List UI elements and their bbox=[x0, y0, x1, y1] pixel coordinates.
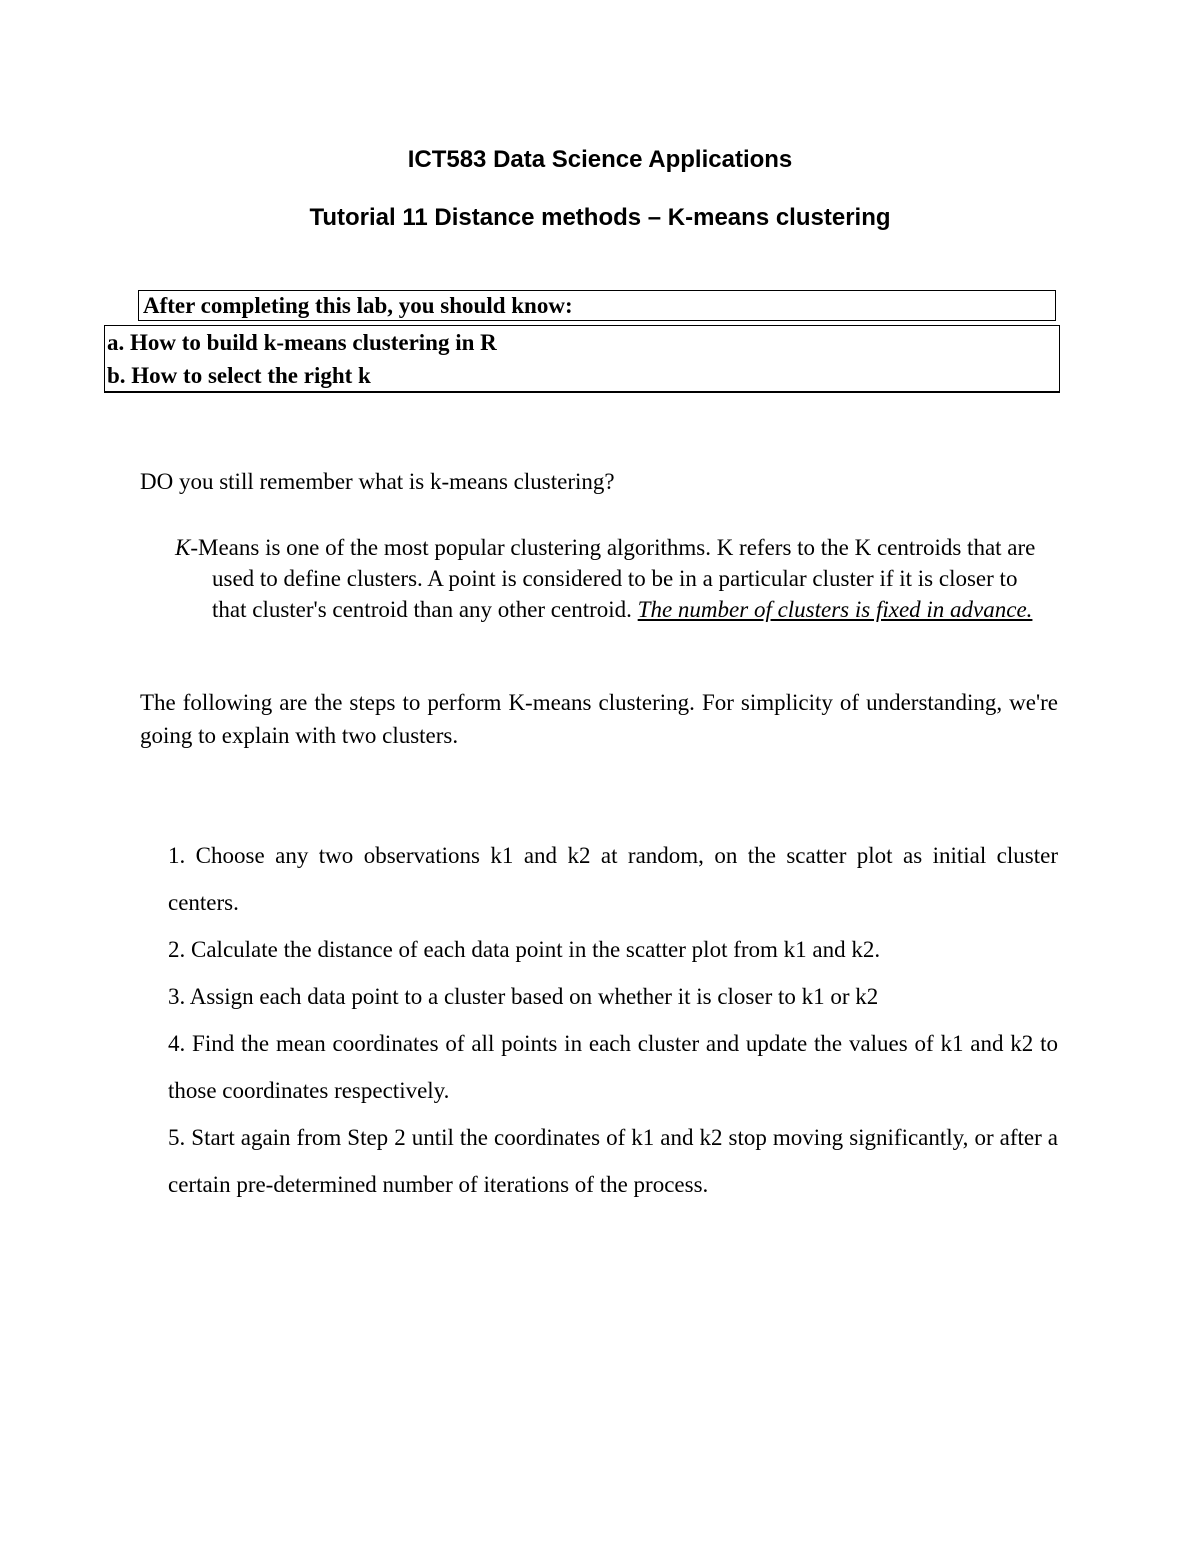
step-item: 3. Assign each data point to a cluster based on whether it is closer to k1 or k2 bbox=[168, 984, 879, 1009]
kmeans-definition bbox=[175, 532, 1042, 625]
objectives-list bbox=[104, 325, 1060, 393]
document-title: ICT583 Data Science Applications bbox=[407, 146, 793, 173]
objectives-heading: After completing this lab, you should know: bbox=[138, 290, 1056, 321]
definition-emphasis: The number of clusters is fixed in advance. bbox=[637, 597, 1033, 622]
steps-list bbox=[168, 832, 1058, 1208]
step-item: 1. Choose any two observations k1 and k2 at random, on the scatter plot as initial cluster centers. bbox=[168, 843, 1058, 915]
step-item: 2. Calculate the distance of each data point in the scatter plot from k1 and k2. bbox=[168, 937, 881, 962]
steps-intro: The following are the steps to perform K-means clustering. For simplicity of understanding, we're going to explain with two clusters. bbox=[140, 690, 1058, 748]
definition-k-letter: K bbox=[175, 535, 191, 560]
definition-text: -Means is one of the most popular clustering algorithms. K refers to the K centroids that are used to define clusters. A point is considered to be in a particular cluster if it is closer to that cluster's centroid than any other centroid. bbox=[190, 535, 1036, 622]
objective-item: a. How to build k-means clustering in R bbox=[107, 330, 497, 355]
step-item: 4. Find the mean coordinates of all points in each cluster and update the values of k1 and k2 to those coordinates respectively. bbox=[168, 1031, 1058, 1103]
document-subtitle: Tutorial 11 Distance methods – K-means clustering bbox=[309, 204, 891, 231]
step-item: 5. Start again from Step 2 until the coordinates of k1 and k2 stop moving significantly, or after a certain pre-determined number of iterations of the process. bbox=[168, 1125, 1058, 1197]
objective-item: b. How to select the right k bbox=[107, 363, 371, 388]
intro-question: DO you still remember what is k-means clustering? bbox=[140, 469, 615, 494]
